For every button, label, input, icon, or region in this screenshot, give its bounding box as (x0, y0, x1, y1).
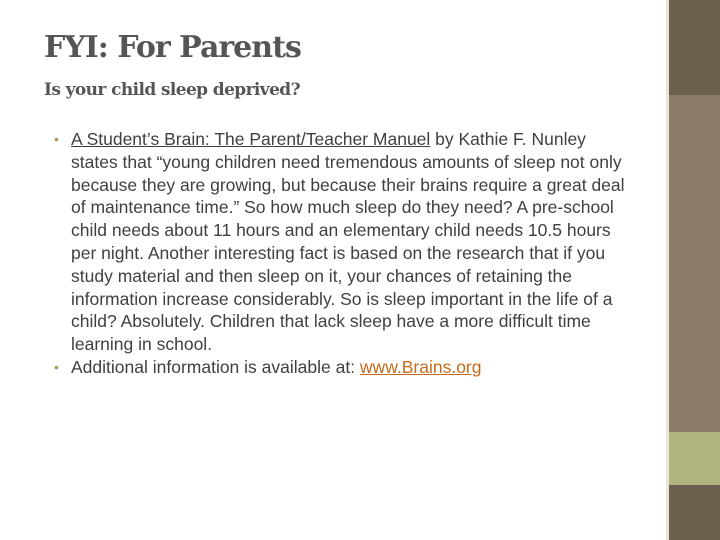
sidebar-band-top (669, 0, 720, 95)
book-title: A Student’s Brain: The Parent/Teacher Manuel (71, 129, 431, 149)
bullet-icon: • (54, 131, 59, 147)
bullet-item-book (54, 128, 634, 356)
bullet-text: by Kathie F. Nunley states that “young children need tremendous amounts of sleep not only because they are growing, but because their brains require a great deal of maintenance time.” So how much sleep do they need? A pre-school child needs about 11 hours and an elementary child needs 10.5 hours per night. Another interesting fact is based on the research that if you study material and then sleep on it, your chances of retaining the information increase considerably. So is sleep important in the life of a child? Absolutely. Children that lack sleep have a more difficult time learning in school. (71, 129, 625, 355)
brains-link[interactable]: www.Brains.org (359, 356, 482, 377)
bullet-item-info (54, 356, 634, 379)
bullet-text: Additional information is available at: (71, 356, 360, 377)
decorative-sidebar (666, 0, 720, 540)
bullet-list (54, 128, 634, 379)
slide-subtitle: Is your child sleep deprived? (44, 80, 300, 100)
bullet-icon: • (54, 358, 59, 375)
sidebar-band-accent (669, 432, 720, 485)
slide-title: FYI: For Parents (44, 30, 301, 65)
sidebar-band-middle (669, 95, 720, 432)
sidebar-band-bottom (669, 485, 720, 540)
